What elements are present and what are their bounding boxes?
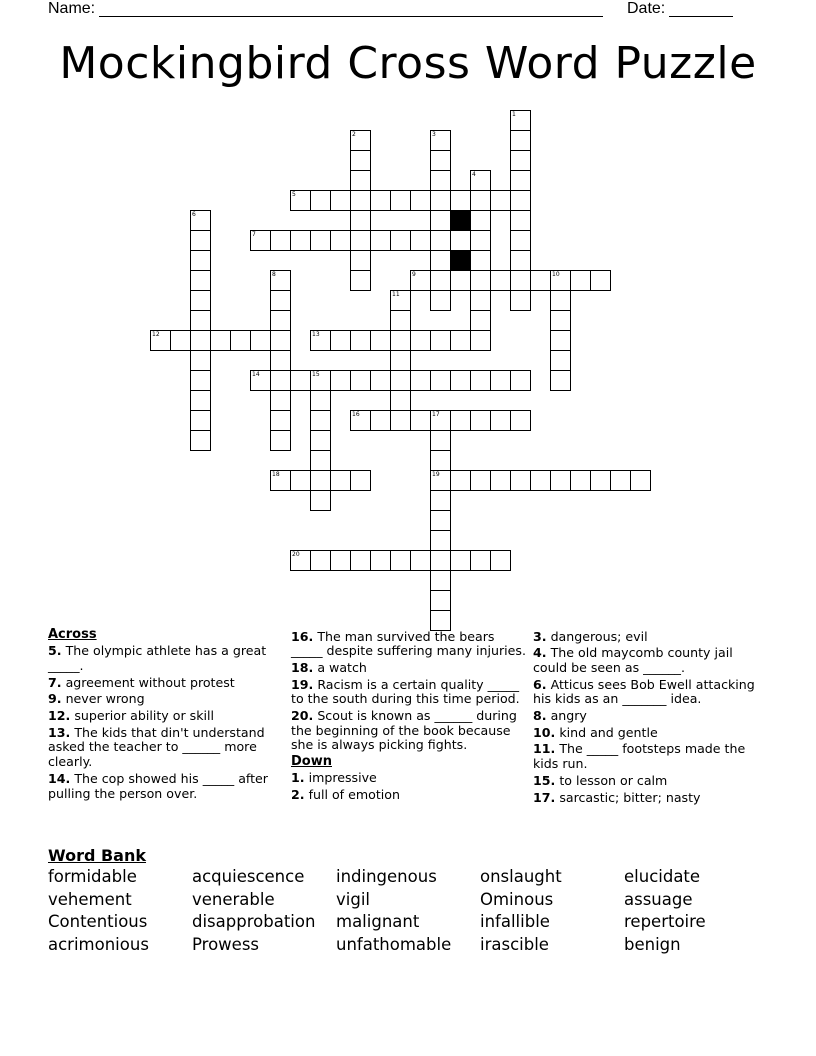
grid-cell[interactable] (190, 370, 211, 391)
grid-cell[interactable] (350, 230, 371, 251)
clue-number: 15 (312, 371, 320, 378)
grid-cell[interactable] (470, 290, 491, 311)
grid-cell[interactable] (310, 370, 331, 391)
word-bank-word: acquiescence (192, 867, 305, 886)
clue (48, 709, 278, 724)
clue-number: 12. (48, 708, 71, 724)
grid-cell[interactable] (350, 470, 371, 491)
grid-cell[interactable] (450, 230, 471, 251)
grid-cell[interactable] (430, 210, 451, 231)
grid-cell[interactable] (350, 210, 371, 231)
word-bank-word: Ominous (480, 889, 554, 909)
clue (291, 709, 527, 753)
grid-cell[interactable] (550, 350, 571, 371)
grid-cell[interactable] (430, 190, 451, 211)
grid-cell[interactable] (570, 470, 591, 491)
grid-cell[interactable] (470, 230, 491, 251)
grid-cell[interactable] (250, 330, 271, 351)
grid-cell[interactable] (510, 210, 531, 231)
word-bank-word: malignant (336, 912, 420, 932)
clue-number: 4 (472, 171, 476, 178)
clue-number: 5. (48, 643, 62, 659)
grid-cell[interactable] (450, 270, 471, 291)
grid-cell[interactable] (350, 370, 371, 391)
grid-cell[interactable] (470, 270, 491, 291)
clue-number: 3. (533, 628, 547, 644)
clue-text: Atticus sees Bob Ewell attacking his kids as an _______ idea. (533, 676, 755, 707)
grid-cell[interactable] (470, 330, 491, 351)
grid-cell[interactable] (330, 370, 351, 391)
clue (48, 772, 278, 801)
grid-cell[interactable] (470, 250, 491, 271)
clue (291, 630, 527, 659)
grid-cell[interactable] (470, 190, 491, 211)
clue-number: 20. (291, 708, 314, 724)
grid-cell[interactable] (310, 410, 331, 431)
grid-cell[interactable] (290, 190, 311, 211)
grid-cell[interactable] (570, 270, 591, 291)
grid-cell[interactable] (450, 410, 471, 431)
grid-cell[interactable] (270, 350, 291, 371)
date-label: Date: (627, 0, 666, 17)
grid-cell[interactable] (610, 470, 631, 491)
across-clue-list-continued (291, 630, 527, 754)
clue-number: 5 (292, 191, 296, 198)
clue (533, 742, 761, 771)
grid-cell[interactable] (350, 410, 371, 431)
grid-cell[interactable] (270, 330, 291, 351)
clue-number: 15. (533, 772, 556, 788)
grid-cell[interactable] (430, 230, 451, 251)
clue-number: 10. (533, 724, 556, 740)
clue-text: Scout is known as ______ during the beginning of the book because she is always picking fights. (291, 708, 517, 753)
clue-text: The kids that din't understand asked the teacher to ______ more clearly. (48, 724, 265, 770)
grid-cell[interactable] (390, 390, 411, 411)
clue (533, 630, 761, 645)
clue-text: a watch (313, 659, 367, 675)
grid-cell[interactable] (510, 150, 531, 171)
grid-cell[interactable] (450, 330, 471, 351)
grid-cell[interactable] (370, 230, 391, 251)
grid-cell[interactable] (150, 330, 171, 351)
clue-text: superior ability or skill (70, 708, 215, 724)
clue (533, 726, 761, 741)
grid-cell[interactable] (430, 290, 451, 311)
grid-cell[interactable] (330, 230, 351, 251)
grid-cell[interactable] (330, 550, 351, 571)
grid-cell[interactable] (410, 330, 431, 351)
clue-number: 17 (432, 411, 440, 418)
grid-cell[interactable] (590, 270, 611, 291)
grid-cell[interactable] (350, 330, 371, 351)
grid-cell[interactable] (390, 550, 411, 571)
clue-text: dangerous; evil (546, 628, 648, 644)
grid-cell[interactable] (490, 470, 511, 491)
grid-cell[interactable] (190, 230, 211, 251)
grid-cell[interactable] (310, 490, 331, 511)
grid-cell[interactable] (550, 310, 571, 331)
grid-cell[interactable] (430, 250, 451, 271)
clue-text: The cop showed his _____ after pulling the person over. (48, 770, 268, 801)
clue-text: agreement without protest (61, 674, 235, 690)
grid-cell[interactable] (430, 530, 451, 551)
grid-cell[interactable] (370, 410, 391, 431)
grid-cell[interactable] (270, 470, 291, 491)
clue-text: impressive (304, 770, 377, 786)
grid-cell[interactable] (310, 330, 331, 351)
clue-number: 9 (412, 271, 416, 278)
grid-cell[interactable] (310, 190, 331, 211)
grid-cell[interactable] (410, 370, 431, 391)
grid-cell[interactable] (370, 330, 391, 351)
grid-cell[interactable] (510, 410, 531, 431)
grid-cell[interactable] (170, 330, 191, 351)
grid-cell[interactable] (330, 330, 351, 351)
clues-column-3 (533, 628, 761, 807)
grid-cell[interactable] (430, 430, 451, 451)
clue-number: 6. (533, 676, 547, 692)
clue-number: 3 (432, 131, 436, 138)
clue-number: 18. (291, 659, 314, 675)
grid-cell[interactable] (450, 550, 471, 571)
clue-number: 18 (272, 471, 280, 478)
word-bank-word: vehement (48, 889, 132, 909)
word-bank-word: assuage (624, 889, 693, 909)
clue-text: The man survived the bears _____ despite suffering many injuries. (291, 628, 526, 659)
word-bank-word: elucidate (624, 867, 701, 886)
grid-cell[interactable] (490, 370, 511, 391)
clue-number: 2. (291, 787, 305, 803)
grid-cell[interactable] (510, 230, 531, 251)
down-clue-list (291, 771, 527, 802)
grid-cell[interactable] (330, 190, 351, 211)
grid-cell[interactable] (390, 410, 411, 431)
grid-cell[interactable] (350, 130, 371, 151)
word-bank-word: repertoire (624, 912, 706, 932)
grid-cell[interactable] (290, 470, 311, 491)
clue-number: 10 (552, 271, 560, 278)
clue (533, 678, 761, 707)
grid-cell[interactable] (430, 170, 451, 191)
grid-cell[interactable] (550, 370, 571, 391)
clue-number: 16. (291, 628, 314, 644)
grid-cell[interactable] (430, 150, 451, 171)
grid-cell[interactable] (410, 270, 431, 291)
clue-text: Racism is a certain quality _____ to the south during this time period. (291, 676, 520, 707)
grid-cell[interactable] (430, 590, 451, 611)
grid-cell[interactable] (330, 470, 351, 491)
grid-cell[interactable] (390, 310, 411, 331)
word-bank-word: Prowess (192, 935, 260, 955)
grid-cell[interactable] (190, 310, 211, 331)
name-label: Name: (48, 0, 96, 17)
grid-cell[interactable] (190, 250, 211, 271)
grid-cell[interactable] (490, 190, 511, 211)
word-bank-word: irascible (480, 935, 549, 955)
clue-number: 8 (272, 271, 276, 278)
grid-cell[interactable] (510, 250, 531, 271)
grid-cell[interactable] (450, 370, 471, 391)
grid-cell[interactable] (410, 550, 431, 571)
grid-cell[interactable] (470, 170, 491, 191)
clue-number: 17. (533, 789, 556, 805)
clue-text: full of emotion (304, 787, 400, 803)
grid-cell[interactable] (350, 550, 371, 571)
grid-cell[interactable] (630, 470, 651, 491)
clue-number: 16 (352, 411, 360, 418)
word-bank-word: acrimonious (48, 935, 149, 955)
grid-cell[interactable] (430, 330, 451, 351)
grid-cell[interactable] (510, 130, 531, 151)
clue-number: 8. (533, 708, 547, 724)
clue (533, 791, 761, 806)
grid-cell[interactable] (190, 290, 211, 311)
grid-cell[interactable] (370, 370, 391, 391)
clue-number: 1. (291, 770, 305, 786)
clue-number: 19. (291, 676, 314, 692)
grid-cell[interactable] (430, 550, 451, 571)
grid-cell[interactable] (310, 470, 331, 491)
clue-number: 11 (392, 291, 400, 298)
grid-cell[interactable] (590, 470, 611, 491)
grid-cell[interactable] (510, 470, 531, 491)
word-bank-word: benign (624, 935, 681, 955)
grid-cell[interactable] (270, 230, 291, 251)
grid-cell[interactable] (470, 210, 491, 231)
grid-cell[interactable] (190, 430, 211, 451)
grid-cell[interactable] (290, 370, 311, 391)
grid-cell[interactable] (210, 330, 231, 351)
word-bank-word: formidable (48, 867, 137, 886)
grid-cell[interactable] (430, 130, 451, 151)
grid-cell-blocked (450, 210, 471, 231)
grid-cell[interactable] (190, 330, 211, 351)
clue (533, 646, 761, 675)
clue (48, 692, 278, 707)
clue (291, 771, 527, 786)
grid-cell[interactable] (510, 110, 531, 131)
grid-cell[interactable] (450, 470, 471, 491)
word-bank-word: indingenous (336, 867, 437, 886)
word-bank-word: venerable (192, 889, 275, 909)
grid-cell[interactable] (490, 270, 511, 291)
clue-number: 12 (152, 331, 160, 338)
clue-number: 20 (292, 551, 300, 558)
across-heading: Across (48, 627, 97, 642)
grid-cell[interactable] (450, 190, 471, 211)
clue (291, 788, 527, 803)
grid-cell[interactable] (430, 570, 451, 591)
grid-cell[interactable] (430, 270, 451, 291)
grid-cell[interactable] (310, 550, 331, 571)
grid-cell[interactable] (550, 330, 571, 351)
grid-cell[interactable] (490, 410, 511, 431)
grid-cell[interactable] (270, 430, 291, 451)
word-bank-title: Word Bank (48, 846, 147, 865)
grid-cell[interactable] (430, 510, 451, 531)
grid-cell[interactable] (470, 310, 491, 331)
grid-cell[interactable] (270, 390, 291, 411)
grid-cell[interactable] (350, 170, 371, 191)
puzzle-title: Mockingbird Cross Word Puzzle (59, 38, 757, 89)
word-bank-word: Contentious (48, 912, 148, 932)
grid-cell[interactable] (370, 190, 391, 211)
clue-number: 13 (312, 331, 320, 338)
clue-number: 4. (533, 645, 547, 661)
clue-text: The _____ footsteps made the kids run. (533, 741, 746, 772)
grid-cell[interactable] (410, 230, 431, 251)
word-bank-word: vigil (336, 889, 370, 909)
clues-column-1 (48, 628, 278, 803)
word-bank-word: unfathomable (336, 935, 452, 955)
grid-cell[interactable] (510, 170, 531, 191)
clues-column-2 (291, 628, 527, 805)
grid-cell[interactable] (310, 390, 331, 411)
clue (48, 726, 278, 770)
grid-cell[interactable] (230, 330, 251, 351)
grid-cell[interactable] (390, 330, 411, 351)
clue-text: The old maycomb county jail could be seen as ______. (533, 645, 733, 675)
grid-cell[interactable] (530, 270, 551, 291)
grid-cell[interactable] (350, 270, 371, 291)
across-clue-list (48, 644, 278, 801)
grid-cell[interactable] (270, 310, 291, 331)
grid-cell[interactable] (350, 190, 371, 211)
clue-number: 1 (512, 111, 516, 118)
clue-text: angry (546, 708, 587, 724)
grid-cell[interactable] (390, 350, 411, 371)
grid-cell[interactable] (270, 270, 291, 291)
clue (48, 676, 278, 691)
grid-cell[interactable] (430, 470, 451, 491)
grid-cell[interactable] (410, 410, 431, 431)
clue-number: 6 (192, 211, 196, 218)
grid-cell-blocked (450, 250, 471, 271)
grid-cell[interactable] (270, 290, 291, 311)
grid-cell[interactable] (510, 270, 531, 291)
clue-number: 11. (533, 741, 556, 757)
grid-cell[interactable] (390, 290, 411, 311)
grid-cell[interactable] (350, 150, 371, 171)
grid-cell[interactable] (410, 190, 431, 211)
clue-number: 9. (48, 691, 62, 707)
grid-cell[interactable] (550, 270, 571, 291)
grid-cell[interactable] (190, 350, 211, 371)
grid-cell[interactable] (290, 230, 311, 251)
clue-number: 7 (252, 231, 256, 238)
down-heading: Down (291, 754, 332, 770)
grid-cell[interactable] (430, 450, 451, 471)
grid-cell[interactable] (430, 410, 451, 431)
grid-cell[interactable] (270, 370, 291, 391)
grid-cell[interactable] (390, 190, 411, 211)
grid-cell[interactable] (470, 470, 491, 491)
grid-cell[interactable] (510, 190, 531, 211)
word-bank-word: onslaught (480, 867, 562, 886)
grid-cell[interactable] (550, 470, 571, 491)
grid-cell[interactable] (250, 230, 271, 251)
grid-cell[interactable] (310, 230, 331, 251)
clue-text: kind and gentle (555, 724, 658, 740)
grid-cell[interactable] (310, 430, 331, 451)
clue (533, 774, 761, 789)
grid-cell[interactable] (190, 210, 211, 231)
grid-cell[interactable] (350, 250, 371, 271)
word-bank-word: infallible (480, 912, 550, 932)
grid-cell[interactable] (490, 550, 511, 571)
grid-cell[interactable] (530, 470, 551, 491)
grid-cell[interactable] (270, 410, 291, 431)
clue-text: sarcastic; bitter; nasty (555, 789, 701, 805)
clue-number: 19 (432, 471, 440, 478)
grid-cell[interactable] (250, 370, 271, 391)
grid-cell[interactable] (190, 390, 211, 411)
grid-cell[interactable] (470, 370, 491, 391)
grid-cell[interactable] (470, 410, 491, 431)
grid-cell[interactable] (550, 290, 571, 311)
grid-cell[interactable] (290, 550, 311, 571)
grid-cell[interactable] (190, 410, 211, 431)
clue-number: 7. (48, 674, 62, 690)
clue-text: never wrong (61, 691, 145, 707)
clue-number: 2 (352, 131, 356, 138)
grid-cell[interactable] (430, 490, 451, 511)
clue-text: The olympic athlete has a great _____. (48, 643, 267, 673)
clue-number: 13. (48, 724, 71, 740)
clue-text: to lesson or calm (555, 772, 668, 788)
grid-cell[interactable] (470, 550, 491, 571)
grid-cell[interactable] (370, 550, 391, 571)
grid-cell[interactable] (390, 370, 411, 391)
grid-cell[interactable] (190, 270, 211, 291)
grid-cell[interactable] (510, 370, 531, 391)
clue-number: 14. (48, 770, 71, 786)
clue (291, 678, 527, 707)
clue (533, 709, 761, 724)
word-bank-word: disapprobation (192, 912, 316, 932)
clue (48, 644, 278, 673)
grid-cell[interactable] (390, 230, 411, 251)
grid-cell[interactable] (510, 290, 531, 311)
down-clue-list-continued (533, 630, 761, 806)
grid-cell[interactable] (310, 450, 331, 471)
clue (291, 661, 527, 676)
grid-cell[interactable] (430, 370, 451, 391)
clue-number: 14 (252, 371, 260, 378)
